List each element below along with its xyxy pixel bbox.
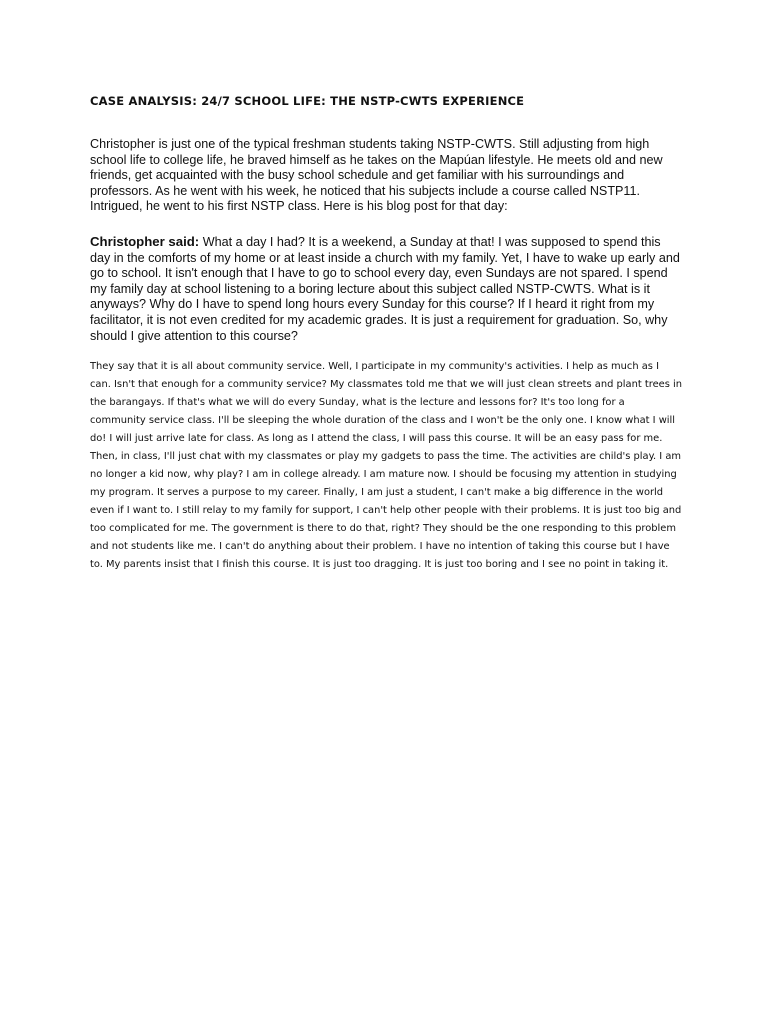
intro-paragraph: Christopher is just one of the typical freshman students taking NSTP-CWTS. Still adjusting from high school life to college life, he braved himself as he takes on the Mapúan lifestyle. He meets old and new friends, get acquainted with the busy school schedule and get familiar with his surroundings and professors. As he went with his week, he noticed that his subjects include a course called NSTP11. Intrigued, he went to his first NSTP class. Here is his blog post for that day: [90,137,663,214]
continuation-paragraph: They say that it is all about community service. Well, I participate in my community's activities. I help as much as I can. Isn't that enough for a community service? My classmates told me that we will just clean streets and plant trees in the barangays. If that's what we will do every Sunday, what is the lecture and lessons for? It's too long for a community service class. I'll be sleeping the whole duration of the class and I won't be the only one. I know what I will do! I will just arrive late for class. As long as I attend the class, I will pass this course. It will be an easy pass for me. Then, in class, I'll just chat with my classmates or play my gadgets to pass the time. The activities are child's play. I am no longer a kid now, why play? I am in college already. I am mature now. I should be focusing my attention in studying my program. It serves a purpose to my career. Finally, I am just a student, I can't make a big difference in the world even if I want to. I still relay to my family for support, I can't help other people with their problems. It is just too big and too complicated for me. The government is there to do that, right? They should be the one responding to this problem and not students like me. I can't do anything about their problem. I have no intention of taking this course but I have to. My parents insist that I finish this course. It is just too dragging. It is just too boring and I see no point in taking it. [90,361,683,570]
blog-post-text: What a day I had? It is a weekend, a Sunday at that! I was supposed to spend this day in the comforts of my home or at least inside a church with my family. Yet, I have to wake up early and go to school. It isn't enough that I have to go to school every day, even Sundays are not spared. I spend my family day at school listening to a boring lecture about this subject called NSTP-CWTS. What is it anyways? Why do I have to spend long hours every Sunday for this course? If I heard it right from my facilitator, it is not even credited for my academic grades. It is just a requirement for graduation. So, why should I give attention to this course? [90,235,680,343]
document-title: CASE ANALYSIS: 24/7 SCHOOL LIFE: THE NSTP-CWTS EXPERIENCE [90,94,525,108]
blog-post-paragraph [90,234,680,344]
blog-speaker-label: Christopher said: [90,234,200,249]
